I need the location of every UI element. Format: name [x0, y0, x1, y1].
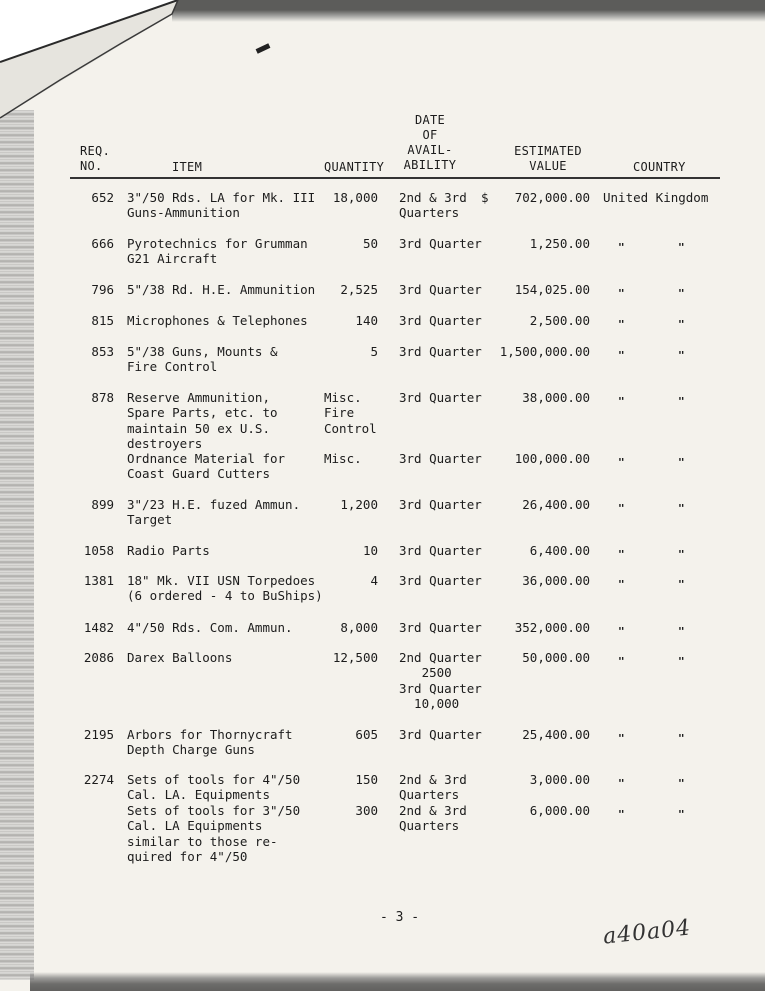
quantity: 1,200 — [340, 497, 378, 512]
item-description: Microphones & Telephones — [127, 313, 308, 328]
req-number: 2086 — [83, 650, 114, 665]
quantity: 4 — [370, 573, 378, 588]
quantity: 18,000 — [332, 190, 378, 205]
item-description: Darex Balloons — [127, 650, 233, 665]
ditto-mark: " — [618, 548, 625, 561]
page-number: - 3 - — [380, 910, 420, 925]
ditto-mark: " — [678, 349, 685, 362]
ditto-mark: " — [678, 808, 685, 821]
item-description: Sets of tools for 3"/50 Cal. LA Equipments similar to those re- quired for 4"/50 — [127, 803, 301, 865]
estimated-value: 702,000.00 — [514, 190, 590, 205]
estimated-value: 38,000.00 — [522, 390, 590, 405]
item-description: Ordnance Material for Coast Guard Cutters — [127, 451, 286, 482]
req-number: 796 — [91, 282, 114, 297]
header-country: COUNTRY — [633, 160, 686, 174]
availability-date: 3rd Quarter — [399, 497, 482, 512]
scan-edge-bottom — [30, 972, 765, 991]
ditto-mark: " — [678, 548, 685, 561]
req-number: 1482 — [83, 620, 114, 635]
availability-date: 3rd Quarter — [399, 390, 482, 405]
req-number: 2274 — [83, 772, 114, 787]
estimated-value: 36,000.00 — [522, 573, 590, 588]
estimated-value: 50,000.00 — [522, 650, 590, 665]
ditto-mark: " — [678, 655, 685, 668]
availability-date: 3rd Quarter — [399, 543, 482, 558]
ditto-mark: " — [618, 808, 625, 821]
country: United Kingdom — [603, 190, 709, 205]
estimated-value: 26,400.00 — [522, 497, 590, 512]
ditto-mark: " — [678, 456, 685, 469]
scan-edge-left — [0, 110, 34, 980]
item-description: Radio Parts — [127, 543, 210, 558]
quantity: 300 — [355, 803, 378, 818]
item-description: Pyrotechnics for Grumman G21 Aircraft — [127, 236, 308, 267]
ink-speck — [256, 43, 271, 53]
req-number: 2195 — [83, 727, 114, 742]
quantity: 140 — [355, 313, 378, 328]
item-description: 18" Mk. VII USN Torpedoes (6 ordered - 4 to BuShips) — [127, 573, 323, 604]
estimated-value: 6,000.00 — [529, 803, 590, 818]
header-req-no: REQ. NO. — [80, 144, 111, 173]
availability-date: 3rd Quarter — [399, 620, 482, 635]
req-number: 1381 — [83, 573, 114, 588]
req-number: 666 — [91, 236, 114, 251]
estimated-value: 3,000.00 — [529, 772, 590, 787]
availability-date: 3rd Quarter — [399, 344, 482, 359]
estimated-value: 2,500.00 — [529, 313, 590, 328]
handwritten-note: a40a04 — [601, 915, 693, 950]
availability-date: 3rd Quarter — [399, 282, 482, 297]
ditto-mark: " — [618, 655, 625, 668]
estimated-value: 352,000.00 — [514, 620, 590, 635]
ditto-mark: " — [618, 777, 625, 790]
item-description: Reserve Ammunition, Spare Parts, etc. to maintain 50 ex U.S. destroyers — [127, 390, 278, 452]
header-date: DATE OF AVAIL- ABILITY — [403, 113, 457, 172]
availability-date: 3rd Quarter — [399, 727, 482, 742]
item-description: 5"/38 Rd. H.E. Ammunition — [127, 282, 316, 297]
estimated-value: 25,400.00 — [522, 727, 590, 742]
quantity: Misc. Fire Control — [324, 390, 377, 436]
estimated-value: 1,250.00 — [529, 236, 590, 251]
availability-date: 3rd Quarter — [399, 313, 482, 328]
quantity: 150 — [355, 772, 378, 787]
availability-date: 3rd Quarter — [399, 573, 482, 588]
quantity: 2,525 — [340, 282, 378, 297]
estimated-value: 1,500,000.00 — [499, 344, 590, 359]
quantity: 10 — [362, 543, 378, 558]
ditto-mark: " — [678, 318, 685, 331]
quantity: 605 — [355, 727, 378, 742]
ditto-mark: " — [618, 395, 625, 408]
ditto-mark: " — [618, 502, 625, 515]
quantity: Misc. — [324, 451, 362, 466]
ditto-mark: " — [678, 625, 685, 638]
req-number: 899 — [91, 497, 114, 512]
quantity: 12,500 — [332, 650, 378, 665]
ditto-mark: " — [678, 502, 685, 515]
ditto-mark: " — [618, 456, 625, 469]
availability-date: 3rd Quarter — [399, 451, 482, 466]
estimated-value: 100,000.00 — [514, 451, 590, 466]
ditto-mark: " — [618, 318, 625, 331]
ditto-mark: " — [618, 625, 625, 638]
estimated-value: 154,025.00 — [514, 282, 590, 297]
header-item: ITEM — [172, 160, 203, 174]
ditto-mark: " — [618, 287, 625, 300]
req-number: 1058 — [83, 543, 114, 558]
availability-date: 2nd Quarter 2500 3rd Quarter 10,000 — [399, 650, 482, 712]
item-description: Sets of tools for 4"/50 Cal. LA. Equipments — [127, 772, 301, 803]
quantity: 5 — [370, 344, 378, 359]
ditto-mark: " — [618, 241, 625, 254]
header-rule — [70, 177, 720, 179]
scan-edge-top — [172, 0, 765, 22]
ditto-mark: " — [678, 732, 685, 745]
req-number: 853 — [91, 344, 114, 359]
estimated-value: 6,400.00 — [529, 543, 590, 558]
ditto-mark: " — [678, 578, 685, 591]
ditto-mark: " — [678, 777, 685, 790]
ditto-mark: " — [678, 241, 685, 254]
ditto-mark: " — [678, 287, 685, 300]
quantity: 50 — [362, 236, 378, 251]
req-number: 878 — [91, 390, 114, 405]
req-number: 815 — [91, 313, 114, 328]
availability-date: 3rd Quarter — [399, 236, 482, 251]
dollar-sign: $ — [481, 190, 489, 205]
folded-corner — [0, 0, 200, 130]
availability-date: 2nd & 3rd Quarters — [399, 803, 467, 834]
ditto-mark: " — [618, 349, 625, 362]
availability-date: 2nd & 3rd Quarters — [399, 190, 467, 221]
item-description: 3"/23 H.E. fuzed Ammun. Target — [127, 497, 301, 528]
header-value: ESTIMATED VALUE — [514, 144, 582, 173]
quantity: 8,000 — [340, 620, 378, 635]
item-description: 5"/38 Guns, Mounts & Fire Control — [127, 344, 278, 375]
ditto-mark: " — [618, 578, 625, 591]
ditto-mark: " — [678, 395, 685, 408]
availability-date: 2nd & 3rd Quarters — [399, 772, 467, 803]
item-description: 4"/50 Rds. Com. Ammun. — [127, 620, 293, 635]
ditto-mark: " — [618, 732, 625, 745]
header-quantity: QUANTITY — [324, 160, 385, 174]
item-description: Arbors for Thornycraft Depth Charge Guns — [127, 727, 293, 758]
req-number: 652 — [91, 190, 114, 205]
item-description: 3"/50 Rds. LA for Mk. III Guns-Ammunition — [127, 190, 316, 221]
